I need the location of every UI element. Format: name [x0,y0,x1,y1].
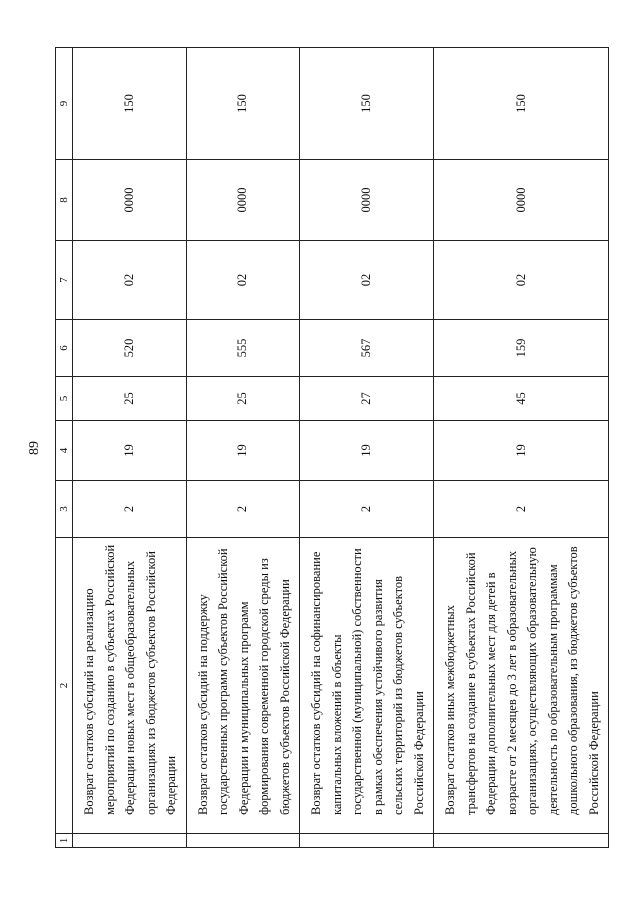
row-value-9: 150 [73,48,187,160]
row-value-7: 02 [186,241,300,320]
column-number-header [56,48,73,848]
row-value-5: 25 [73,377,187,421]
table-rotated-frame [55,48,607,848]
row-value-8: 0000 [186,160,300,241]
row-cell-1 [186,834,300,848]
page-number: 89 [27,441,42,455]
budget-classification-table [55,47,609,848]
col-header-2: 2 [56,538,73,834]
col-header-9: 9 [56,48,73,160]
row-value-9: 150 [434,48,609,160]
table-row [434,48,609,848]
row-value-3: 2 [186,481,300,538]
row-value-3: 2 [300,481,434,538]
row-cell-1 [73,834,187,848]
row-value-4: 19 [73,421,187,481]
row-value-6: 567 [300,320,434,377]
row-value-8: 0000 [73,160,187,241]
table-wrapper [55,48,640,844]
col-header-3: 3 [56,481,73,538]
row-value-3: 2 [73,481,187,538]
row-value-9: 150 [300,48,434,160]
col-header-8: 8 [56,160,73,241]
row-description: Возврат остатков субсидий на реализацию мероприятий по созданию в субъектах Российской Федерации новых мест в общеобразовательных организациях из бюджетов субъектов Российской Федерации [73,538,187,834]
row-cell-1 [300,834,434,848]
col-header-6: 6 [56,320,73,377]
row-value-4: 19 [186,421,300,481]
row-value-5: 45 [434,377,609,421]
row-value-7: 02 [434,241,609,320]
row-value-6: 159 [434,320,609,377]
table-row [186,48,300,848]
row-value-7: 02 [300,241,434,320]
col-header-7: 7 [56,241,73,320]
row-value-8: 0000 [434,160,609,241]
col-header-5: 5 [56,377,73,421]
row-value-6: 520 [73,320,187,377]
row-value-8: 0000 [300,160,434,241]
col-header-1: 1 [56,834,73,848]
table-row [300,48,434,848]
row-value-5: 25 [186,377,300,421]
row-value-4: 19 [300,421,434,481]
row-description: Возврат остатков субсидий на софинансирование капитальных вложений в объекты государственной (муниципальной) собственности в рамках обеспечения устойчивого развития сельских территорий из бюджетов субъектов Российской Федерации [300,538,434,834]
row-value-5: 27 [300,377,434,421]
row-description: Возврат остатков иных межбюджетных трансфертов на создание в субъектах Российской Федерации дополнительных мест для детей в возрасте от 2 месяцев до 3 лет в образовательных организациях, осуществляющих образовательную деятельность по образовательным программам дошкольного образования, из бюджетов субъектов Российской Федерации [434,538,609,834]
row-cell-1 [434,834,609,848]
table-row [73,48,187,848]
row-value-9: 150 [186,48,300,160]
row-value-4: 19 [434,421,609,481]
row-value-6: 555 [186,320,300,377]
row-description: Возврат остатков субсидий на поддержку государственных программ субъектов Российской Федерации и муниципальных программ формирования современной городской среды из бюджетов субъектов Российской Федерации [186,538,300,834]
row-value-7: 02 [73,241,187,320]
col-header-4: 4 [56,421,73,481]
row-value-3: 2 [434,481,609,538]
